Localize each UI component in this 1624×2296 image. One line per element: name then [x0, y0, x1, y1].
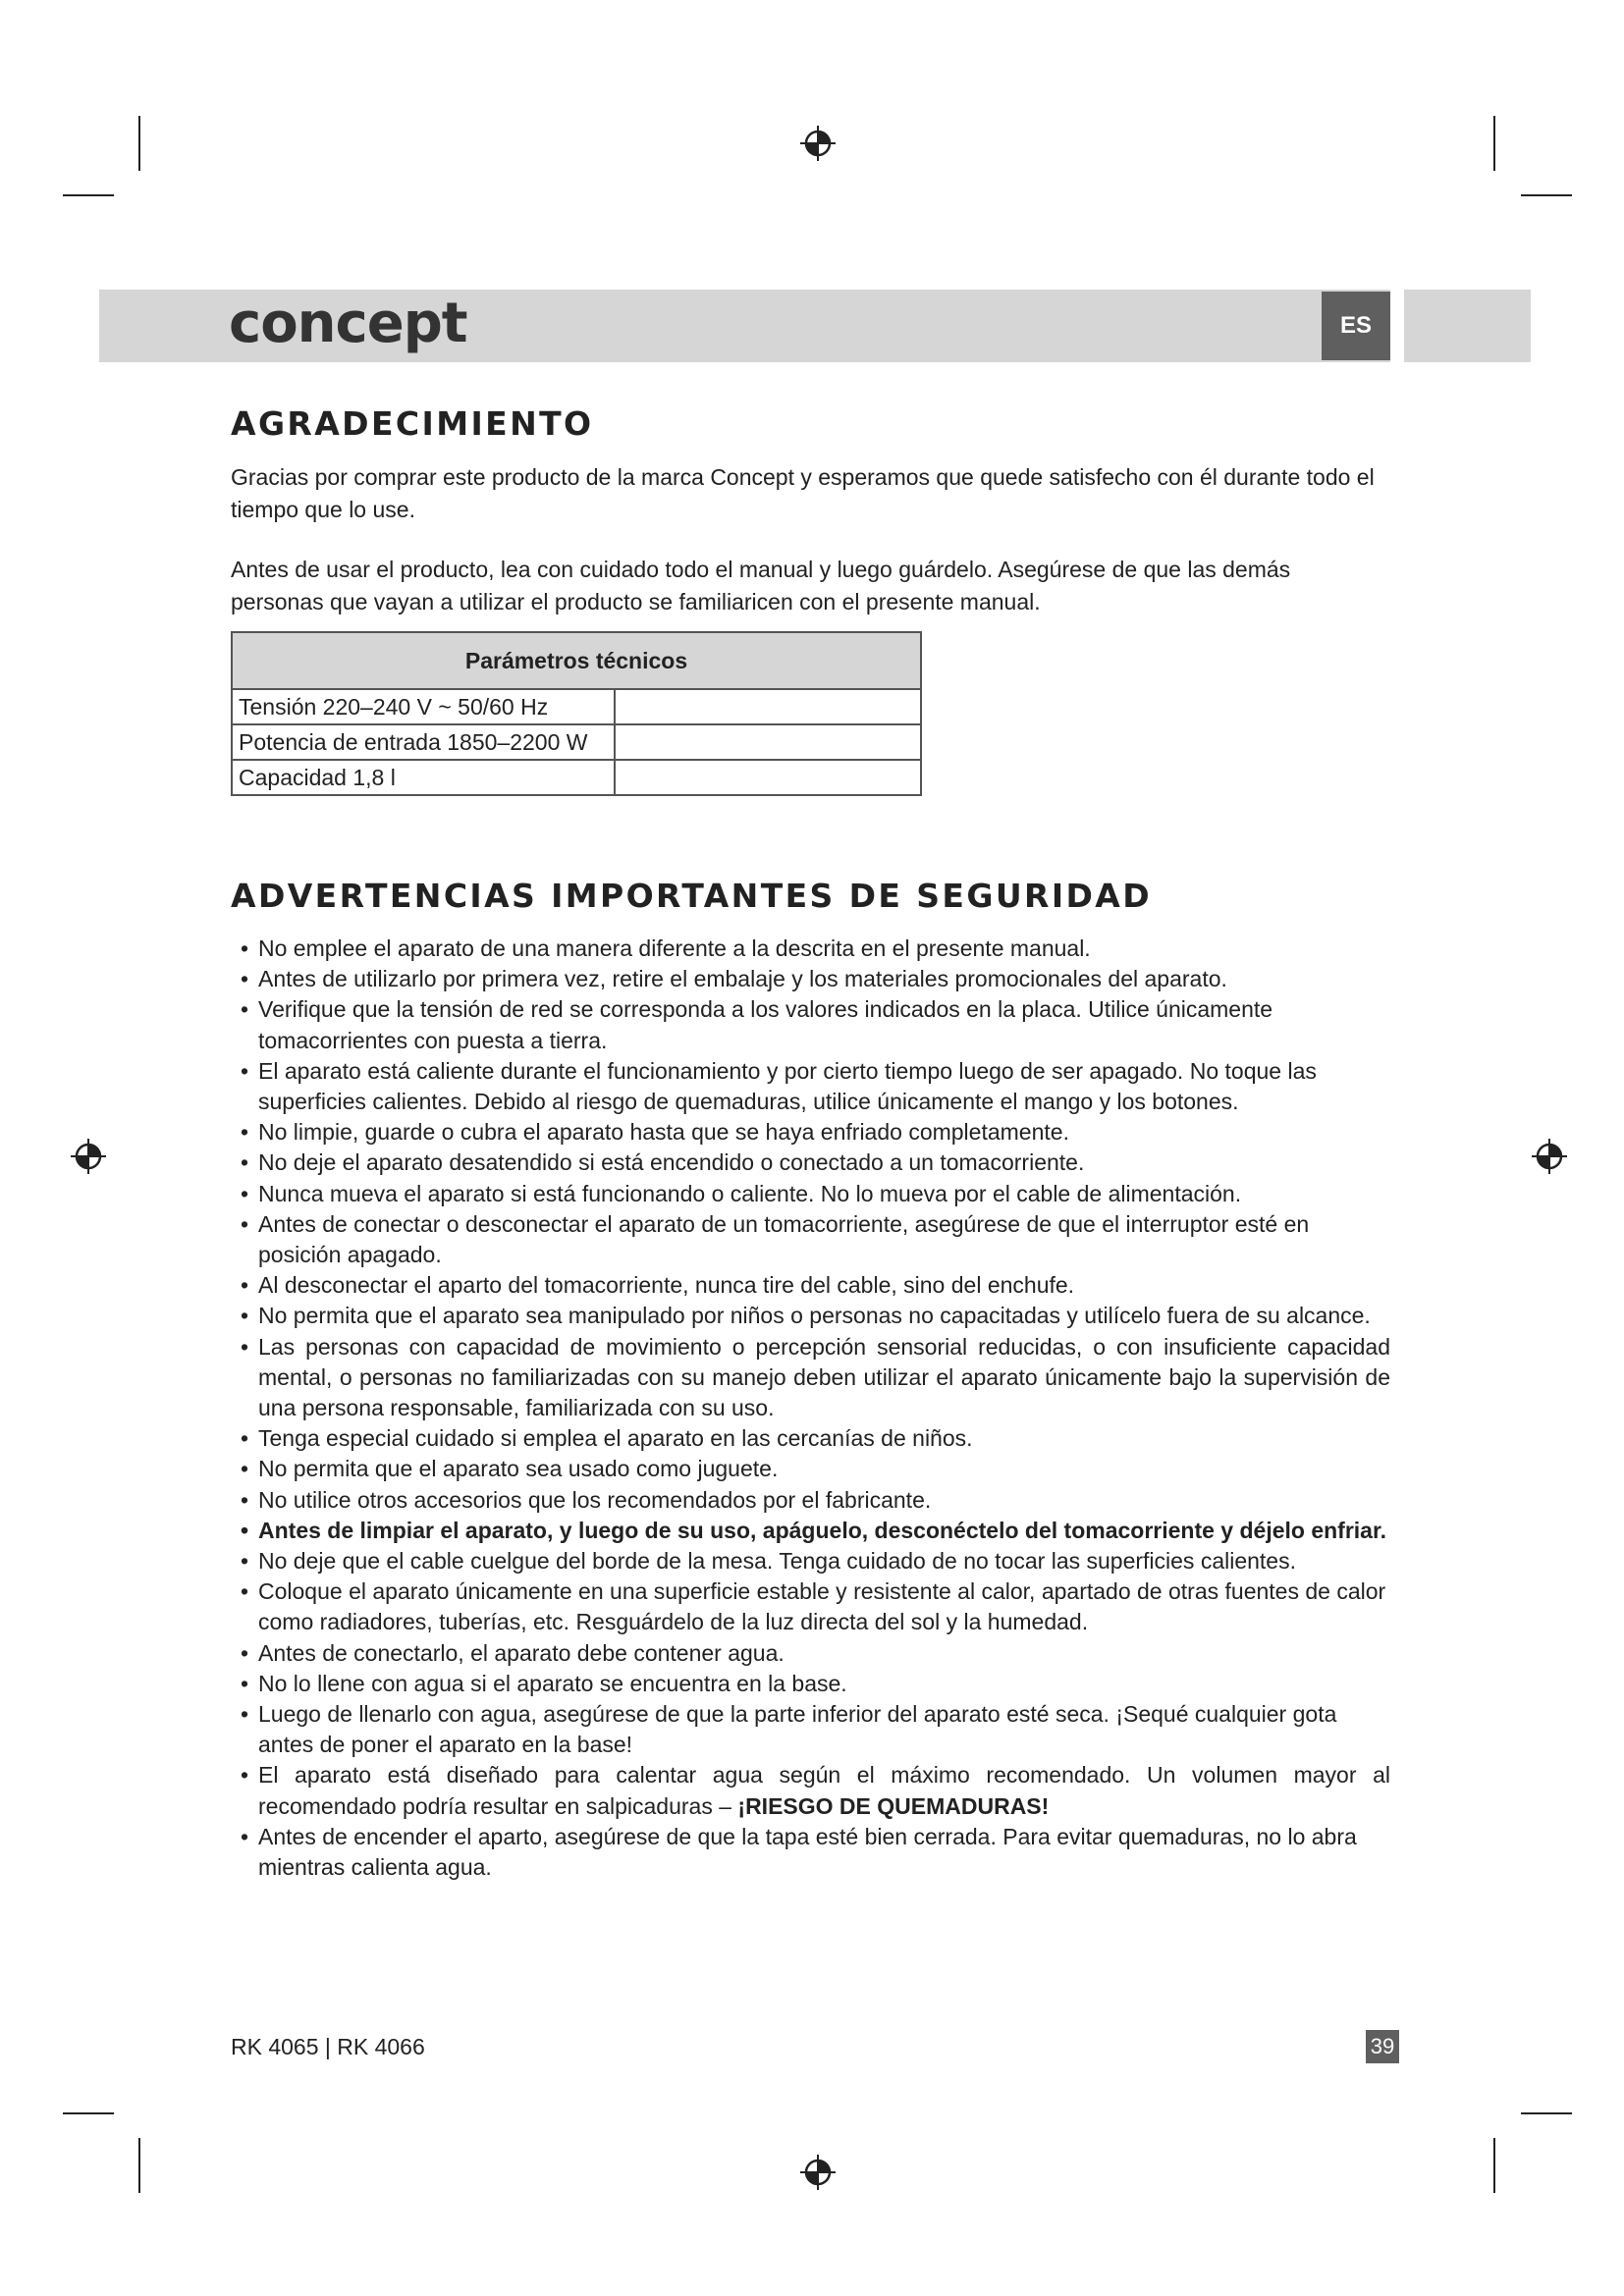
list-item: • El aparato está caliente durante el funcionamiento y por cierto tiempo luego de ser apagado. No toque las superficies calientes. Debido al riesgo de quemaduras, utilice únicamente el mango y los botones.	[241, 1057, 1317, 1115]
table-cell-value	[615, 760, 921, 795]
crop-mark	[1521, 194, 1572, 196]
list-item: • No permita que el aparato sea manipulado por niños o personas no capacitadas y utilícelo fuera de su alcance.	[241, 1303, 1371, 1329]
list-item: • No permita que el aparato sea usado como juguete.	[241, 1456, 779, 1482]
list-item: • No lo llene con agua si el aparato se encuentra en la base.	[241, 1670, 847, 1696]
table-cell-label: Capacidad 1,8 l	[232, 760, 615, 795]
table-row	[232, 760, 921, 795]
acknowledgement-paragraph: Gracias por comprar este producto de la marca Concept y esperamos que quede satisfecho con él durante todo el tiempo que lo use.	[231, 464, 1375, 522]
crop-mark	[63, 2112, 114, 2114]
list-item: • Verifique que la tensión de red se corresponda a los valores indicados en la placa. Utilice únicamente tomacorrientes con puesta a tierra.	[241, 996, 1273, 1053]
list-item: • No utilice otros accesorios que los recomendados por el fabricante.	[241, 1486, 932, 1513]
list-item: • No deje el aparato desatendido si está encendido o conectado a un tomacorriente.	[241, 1149, 1085, 1176]
list-item: • Coloque el aparato únicamente en una superficie estable y resistente al calor, apartado de otras fuentes de calor como radiadores, tuberías, etc. Resguárdelo de la luz directa del sol y la humedad.	[241, 1578, 1386, 1635]
list-item: • Nunca mueva el aparato si está funcionando o caliente. No lo mueva por el cable de alimentación.	[241, 1180, 1242, 1206]
table-cell-value	[615, 724, 921, 760]
registration-mark-icon	[798, 124, 838, 163]
list-item: • Luego de llenarlo con agua, asegúrese de que la parte inferior del aparato esté seca. ¡Sequé cualquier gota antes de poner el aparato en la base!	[241, 1701, 1337, 1758]
list-item: • Al desconectar el aparto del tomacorriente, nunca tire del cable, sino del enchufe.	[241, 1272, 1075, 1299]
registration-mark-icon	[69, 1137, 108, 1176]
registration-mark-icon	[1530, 1137, 1569, 1176]
table-cell-value	[615, 689, 921, 724]
list-item: • No emplee el aparato de una manera diferente a la descrita en el presente manual.	[241, 935, 1091, 961]
crop-mark	[138, 2138, 140, 2193]
brand-logo: concept	[229, 292, 467, 355]
safety-heading: ADVERTENCIAS IMPORTANTES DE SEGURIDAD	[231, 877, 1153, 915]
list-item: • Las personas con capacidad de movimiento o percepción sensorial reducidas, o con insuficiente capacidad mental, o personas no familiarizadas con su manejo deben utilizar el aparato únicamente bajo la supervisión de una persona responsable, familiarizada con su uso.	[241, 1333, 1390, 1421]
list-item: • Antes de conectarlo, el aparato debe contener agua.	[241, 1639, 785, 1666]
crop-mark	[138, 116, 140, 171]
list-item: • No deje que el cable cuelgue del borde de la mesa. Tenga cuidado de no tocar las superficies calientes.	[241, 1548, 1296, 1575]
table-row	[232, 689, 921, 724]
crop-mark	[1493, 2138, 1495, 2193]
table-cell-label: Potencia de entrada 1850–2200 W	[232, 724, 615, 760]
page-number: 39	[1366, 2030, 1399, 2063]
registration-mark-icon	[798, 2153, 838, 2192]
acknowledgement-paragraph: Antes de usar el producto, lea con cuidado todo el manual y luego guárdelo. Asegúrese de que las demás personas que vayan a utilizar el producto se familiaricen con el presente manual.	[231, 557, 1291, 614]
crop-mark	[63, 194, 114, 196]
burn-risk-emphasis: ¡RIESGO DE QUEMADURAS!	[737, 1792, 1050, 1819]
tech-params-header: Parámetros técnicos	[232, 632, 921, 689]
table-cell-label: Tensión 220–240 V ~ 50/60 Hz	[232, 689, 615, 724]
language-tag: ES	[1322, 292, 1390, 360]
acknowledgement-heading: AGRADECIMIENTO	[231, 404, 594, 443]
list-item: • Antes de conectar o desconectar el aparato de un tomacorriente, asegúrese de que el interruptor esté en posición apagado.	[241, 1210, 1310, 1268]
crop-mark	[1521, 2112, 1572, 2114]
safety-list	[227, 934, 1390, 1883]
header-divider	[1390, 290, 1404, 362]
list-item: • No limpie, guarde o cubra el aparato hasta que se haya enfriado completamente.	[241, 1119, 1069, 1146]
list-item: • Antes de encender el aparto, asegúrese de que la tapa esté bien cerrada. Para evitar quemaduras, no lo abra mientras calienta agua.	[241, 1823, 1357, 1881]
list-item: • Tenga especial cuidado si emplea el aparato en las cercanías de niños.	[241, 1425, 973, 1452]
list-item: • Antes de limpiar el aparato, y luego de su uso, apáguelo, desconéctelo del tomacorriente y déjelo enfriar.	[241, 1517, 1387, 1543]
list-item: • El aparato está diseñado para calentar agua según el máximo recomendado. Un volumen mayor al recomendado podría resultar en salpicaduras – ¡RIESGO DE QUEMADURAS!	[241, 1762, 1390, 1819]
model-number: RK 4065 | RK 4066	[231, 2034, 425, 2059]
tech-params-table	[231, 631, 922, 796]
table-row	[232, 724, 921, 760]
list-item: • Antes de utilizarlo por primera vez, retire el embalaje y los materiales promocionales del aparato.	[241, 966, 1227, 992]
crop-mark	[1493, 116, 1495, 171]
